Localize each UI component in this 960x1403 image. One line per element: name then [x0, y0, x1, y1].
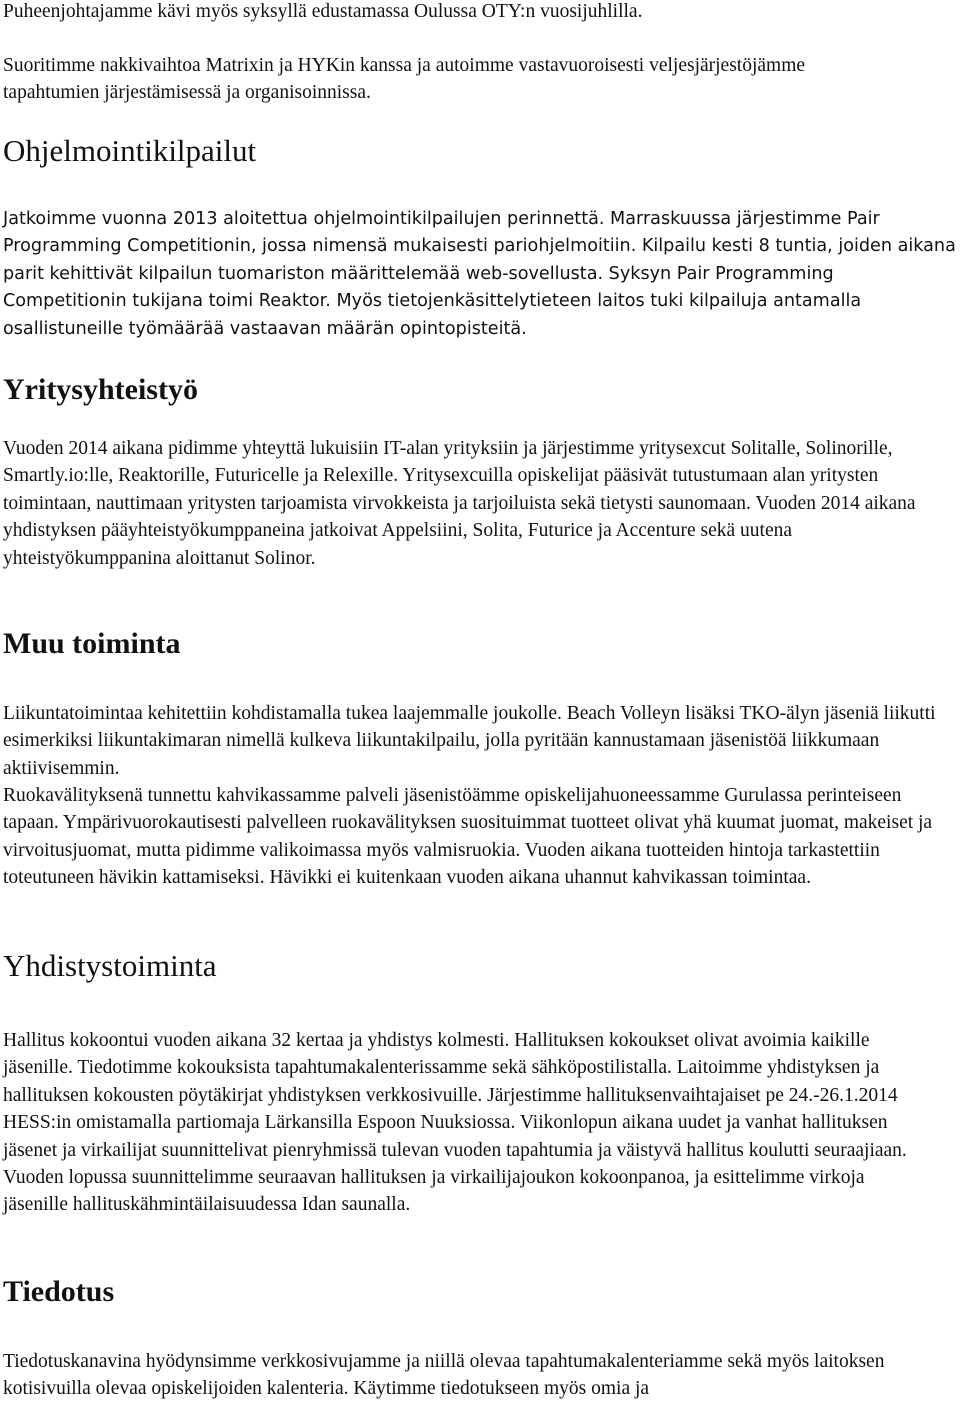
paragraph-oulu-visit: Puheenjohtajamme kävi myös syksyllä edustamassa Oulussa OTY:n vuosijuhlilla. [3, 1, 643, 22]
paragraph-coffee-shop: Ruokavälityksenä tunnettu kahvikassamme palveli jäsenistöämme opiskelijahuoneessamme Gurulassa perinteiseen tapaan. Ympärivuorokautisesti palvelleen ruokavälityksen suosituimmat tuotteet olivat yhä kuumat juomat, makeiset ja virvoitusjuomat, mutta pidimme valikoimassa myös valmisruokia. Vuoden aikana tuotteiden hintoja tarkastettiin toteutuneen hävikin kattamiseksi. Hävikki ei kuitenkaan vuoden aikana uhannut kahvikassan toimintaa. [3, 785, 933, 889]
heading-programming-competitions: Ohjelmointikilpailut [3, 133, 257, 168]
paragraph-sausage-exchange: Suoritimme nakkivaihtoa Matrixin ja HYKin kanssa ja autoimme vastavuoroisesti veljesjärjestöjämme tapahtumien järjestämisessä ja organisoinnissa. [3, 55, 806, 104]
paragraph-corporate-cooperation: Vuoden 2014 aikana pidimme yhteyttä lukuisiin IT-alan yrityksiin ja järjestimme yritysexcut Solitalle, Solinorille, Smartly.io:lle, Reaktorille, Futuricelle ja Relexille. Yritysexcuilla opiskelijat pääsivät tutustumaan alan yritysten toimintaan, nauttimaan yritysten tarjoamista virvokkeista ja tarjoiluista sekä tietysti saunomaan. Vuoden 2014 aikana yhdistyksen pääyhteistyökumppaneina jatkoivat Appelsiini, Solita, Futurice ja Accenture sekä uutena yhteistyökumppanina aloittanut Solinor. [3, 438, 916, 569]
paragraph-association-activities: Hallitus kokoontui vuoden aikana 32 kertaa ja yhdistys kolmesti. Hallituksen kokoukset olivat avoimia kaikille jäsenille. Tiedotimme kokouksista tapahtumakalenterissamme sekä sähköpostilistalla. Laitoimme yhdistyksen ja hallituksen kokousten pöytäkirjat yhdistyksen verkkosivuille. Järjestimme hallituksenvaihtajaiset pe 24.-26.1.2014 HESS:in omistamalla partiomaja Lärkansilla Espoon Nuuksiossa. Viikonlopun aikana uudet ja vanhat hallituksen jäsenet ja virkailijat suunnittelivat pienryhmissä tulevan vuoden tapahtumia ja väistyvä hallitus koulutti seuraajiaan. Vuoden lopussa suunnittelimme seuraavan hallituksen ja virkailijajoukon kokoonpanoa, ja esittelimme virkoja jäsenille hallituskähmintäilaisuudessa Idan saunalla. [3, 1030, 907, 1216]
paragraph-communications: Tiedotuskanavina hyödynsimme verkkosivujamme ja niillä olevaa tapahtumakalenteriamme sekä myös laitoksen kotisivuilla olevaa opiskelijoiden kalenteria. Käytimme tiedotukseen myös omia ja [3, 1351, 885, 1400]
paragraph-programming-competitions: Jatkoimme vuonna 2013 aloitettua ohjelmointikilpailujen perinnettä. Marraskuussa järjestimme Pair Programming Competitionin, jossa nimensä mukaisesti pariohjelmoitiin. Kilpailu kesti 8 tuntia, joiden aikana parit kehittivät kilpailun tuomariston määrittelemää web-sovellusta. Syksyn Pair Programming Competitionin tukijana toimi Reaktor. Myös tietojenkäsittelytieteen laitos tuki kilpailuja antamalla osallistuneille työmäärää vastaavan määrän opintopisteitä. [3, 209, 956, 339]
paragraph-sports: Liikuntatoimintaa kehitettiin kohdistamalla tukea laajemmalle joukolle. Beach Volleyn lisäksi TKO-älyn jäseniä liikutti esimerkiksi liikuntakimaran nimellä kulkeva liikuntakilpailu, jolla pyritään kannustamaan jäsenistöä liikkumaan aktiivisemmin. [3, 703, 936, 779]
heading-corporate-cooperation: Yritysyhteistyö [3, 373, 198, 406]
heading-other-activities: Muu toiminta [3, 627, 181, 660]
heading-communications: Tiedotus [3, 1275, 115, 1308]
heading-association-activities: Yhdistystoiminta [3, 948, 217, 983]
